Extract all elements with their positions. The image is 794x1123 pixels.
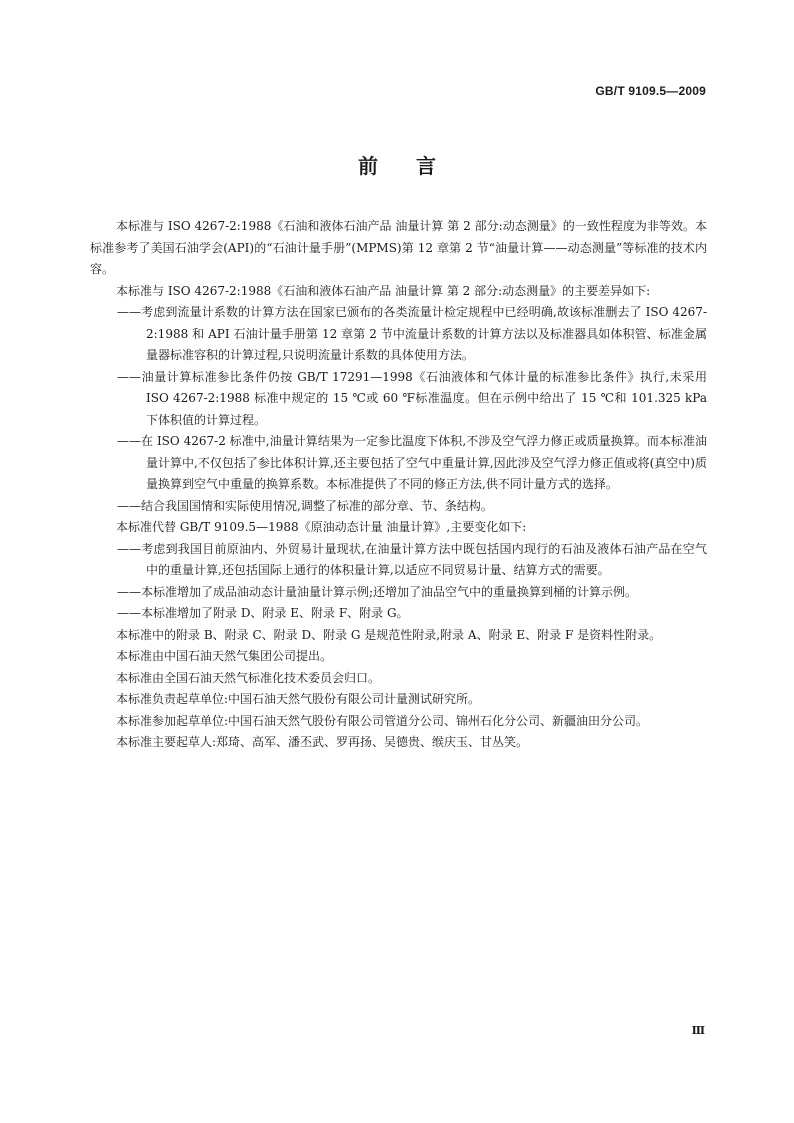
paragraph: 本标准中的附录 B、附录 C、附录 D、附录 G 是规范性附录,附录 A、附录 E、附录 F 是资料性附录。 (116, 627, 662, 642)
list-item: ——本标准增加了成品油动态计量油量计算示例;还增加了油品空气中的重量换算到桶的计算示例。 (117, 584, 638, 599)
list-item: ——考虑到流量计系数的计算方法在国家已颁布的各类流量计检定规程中已经明确,故该标准删去了 ISO 4267-2:1988 和 API 石油计量手册第 12 章第 2 节中流量计系数的计算方法以及标准器具如体积管、标准金属量器标准容积的计算过程,只说明流量计系数的具体使用方法。 (117, 305, 707, 362)
paragraph: 本标准代替 GB/T 9109.5—1988《原油动态计量 油量计算》,主要变化如下: (116, 520, 527, 534)
list-item: ——油量计算标准参比条件仍按 GB/T 17291—1998《石油液体和气体计量的标准参比条件》执行,未采用 ISO 4267-2:1988 标准中规定的 15 ℃或 60 ℉标准温度。但在示例中给出了 15 ℃和 101.325 kPa 下体积值的计算过程。 (117, 369, 707, 427)
paragraph: 本标准参加起草单位:中国石油天然气股份有限公司管道分公司、锦州石化分公司、新疆油田分公司。 (116, 713, 649, 728)
list-item: ——考虑到我国目前原油内、外贸易计量现状,在油量计算方法中既包括国内现行的石油及液体石油产品在空气中的重量计算,还包括国际上通行的体积量计算,以适应不同贸易计量、结算方式的需要。 (117, 541, 707, 577)
foreword-body (90, 216, 707, 754)
paragraph: 本标准由全国石油天然气标准化技术委员会归口。 (116, 670, 381, 685)
page-number: Ⅲ (691, 1024, 705, 1037)
paragraph: 本标准主要起草人:郑琦、高军、潘丕武、罗再扬、吴德贵、缑庆玉、甘丛笑。 (116, 735, 529, 749)
list-item: ——在 ISO 4267-2 标准中,油量计算结果为一定参比温度下体积,不涉及空气浮力修正或质量换算。而本标准油量计算中,不仅包括了参比体积计算,还主要包括了空气中重量计算,因此涉及空气浮力修正值或将(真空中)质量换算到空气中重量的换算系数。本标准提供了不同的修正方法,供不同计量方式的选择。 (117, 434, 707, 491)
list-item: ——结合我国国情和实际使用情况,调整了标准的部分章、节、条结构。 (117, 498, 493, 513)
page-title: 前言 (358, 154, 474, 178)
list-item: ——本标准增加了附录 D、附录 E、附录 F、附录 G。 (117, 606, 409, 620)
document-code: GB/T 9109.5—2009 (595, 84, 706, 98)
paragraph: 本标准与 ISO 4267-2:1988《石油和液体石油产品 油量计算 第 2 部分:动态测量》的一致性程度为非等效。本标准参考了美国石油学会(API)的“石油计量手册”(MPMS)第 12 章第 2 节“油量计算——动态测量”等标准的技术内容。 (90, 219, 707, 276)
paragraph: 本标准负责起草单位:中国石油天然气股份有限公司计量测试研究所。 (116, 692, 481, 706)
paragraph: 本标准与 ISO 4267-2:1988《石油和液体石油产品 油量计算 第 2 部分:动态测量》的主要差异如下: (116, 283, 651, 298)
paragraph: 本标准由中国石油天然气集团公司提出。 (116, 649, 333, 663)
